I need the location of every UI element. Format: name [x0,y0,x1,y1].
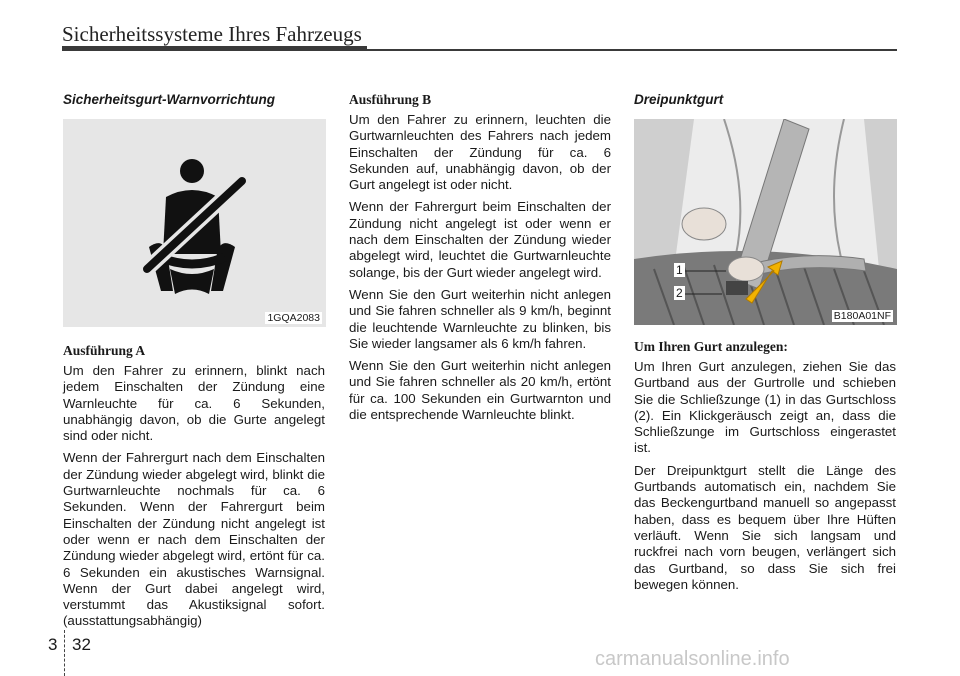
page-header-title: Sicherheitssysteme Ihres Fahrzeugs [62,22,362,46]
section-title-seatbelt-warning: Sicherheitsgurt-Warnvorrichtung [63,92,276,107]
column-2 [349,92,611,429]
paragraph: Um den Fahrer zu erinnern, blinkt nach jedem Einschalten der Zündung eine Warnleuchte für ca. 6 Sekunden, unabhängig davon, ob die Gurte angelegt sind oder nicht. [63,363,325,444]
paragraph: Der Dreipunktgurt stellt die Länge des Gurtbands automatisch ein, nachdem Sie das Beckengurtband manuell so angepasst haben, dass es bequem über Ihre Hüften verläuft. Wenn Sie sich langsam und ruckfrei nach vorn beugen, verlängert sich das Gurtband, so dass Sie sich frei bewegen können. [634,462,896,592]
column-1 [63,92,325,636]
paragraph: Wenn der Fahrergurt nach dem Einschalten der Zündung wieder abgelegt wird, blinkt die Gurtwarnleuchte nochmals für ca. 6 Sekunden. Wenn der Fahrergurt beim Einschalten der Zündung nicht angelegt ist oder wenn er nach dem Einschalten der Zündung wieder abgelegt wird, ertönt für ca. 6 Sekunden ein akustisches Warnsignal. Wenn der Gurt dabei angelegt wird, verstummt das Akustiksignal sofort. (ausstattungsabhängig) [63,450,325,629]
paragraph: Wenn Sie den Gurt weiterhin nicht anlegen und Sie fahren schneller als 9 km/h, beginnt die leuchtende Warnleuchte zu blinken, bis Sie wieder langsamer als 6 km/h fahren. [349,286,611,351]
subheading-version-b: Ausführung B [349,92,432,107]
paragraph: Wenn der Fahrergurt beim Einschalten der Zündung nicht angelegt ist oder wenn er nach dem Einschalten der Zündung wieder abgelegt wird, leuchtet die Gurtwarnleuchte solange, bis der Gurt wieder angelegt wird. [349,199,611,280]
seatbelt-warning-figure [63,119,326,327]
section-title-three-point-belt: Dreipunktgurt [634,92,724,107]
footer-page-number: 32 [72,635,91,654]
three-point-belt-photo [634,119,897,325]
footer-divider [64,630,65,676]
figure-code: B180A01NF [833,310,891,322]
paragraph: Um Ihren Gurt anzulegen, ziehen Sie das Gurtband aus der Gurtrolle und schieben Sie die Schließzunge (1) in das Gurtschloss (2). Ein Klickgeräusch zeigt an, dass die Schließzunge im Gurtschloss eingerastet ist. [634,359,896,456]
watermark: carmanualsonline.info [595,648,790,670]
subheading-version-a: Ausführung A [63,343,146,358]
callout-2: 2 [676,286,683,300]
seatbelt-warning-icon [63,119,326,327]
header-bar [62,46,367,51]
subheading-how-to-fasten: Um Ihren Gurt anzulegen: [634,339,788,354]
figure-code: 1GQA2083 [267,312,320,324]
paragraph: Um den Fahrer zu erinnern, leuchten die Gurtwarnleuchten des Fahrers nach jedem Einschalten der Zündung für ca. 6 Sekunden auf, unabhängig davon, ob der Gurt angelegt ist oder nicht. [349,112,611,193]
column-3 [634,92,896,599]
footer-section-number: 3 [48,635,58,654]
paragraph: Wenn Sie den Gurt weiterhin nicht anlegen und Sie fahren schneller als 20 km/h, ertönt für ca. 100 Sekunden ein Gurtwarnton und die entsprechende Warnleuchte blinkt. [349,358,611,423]
callout-1: 1 [676,263,683,277]
header-rule [367,49,897,51]
